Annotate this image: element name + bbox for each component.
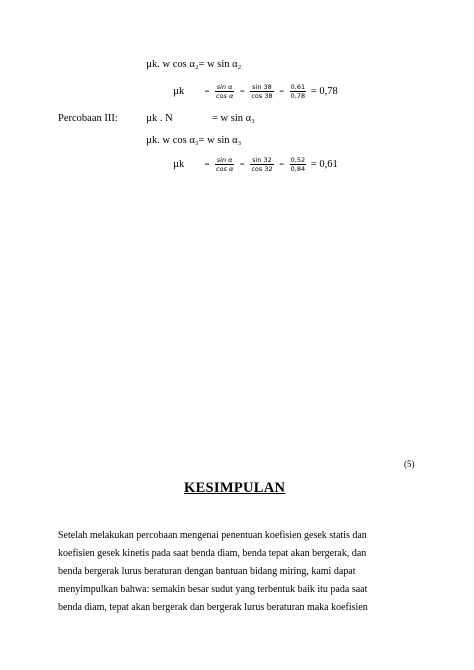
equation-line-alpha2: µk. w cos α₂= w sin α₂ — [146, 59, 242, 70]
equation-line-normal-rhs: = w sin α₃ — [212, 113, 255, 124]
paragraph-line: Setelah melakukan percobaan mengenai penentuan koefisien gesek statis dan — [58, 530, 367, 541]
equation-result-2: µk = $\frac{\text{sin α}}{\text{cos α}}$ = $\frac{\sin 32}{\cos 32}$ = $\frac{0,52}{0,84}$ = 0,61 — [173, 156, 338, 173]
paragraph-line: benda diam, tepat akan bergerak dan bergerak lurus beraturan maka koefisien — [58, 602, 368, 613]
result-value: 0,61 — [319, 159, 338, 170]
fraction-angle: $\frac{\sin 32}{\cos 32}$ — [251, 156, 273, 173]
result-value: 0,78 — [319, 86, 338, 97]
fraction-general: $\frac{\text{sin α}}{\text{cos α}}$ — [215, 83, 234, 100]
section-heading: KESIMPULAN — [184, 480, 286, 496]
equation-result-1: µk = $\frac{\text{sin α}}{\text{cos α}}$ = $\frac{\sin 38}{\cos 38}$ = $\frac{0,61}{0,78}$ = 0,78 — [173, 83, 338, 100]
conclusion-paragraph — [58, 527, 368, 617]
fraction-general: $\frac{\text{sin α}}{\text{cos α}}$ — [215, 156, 234, 173]
mu-k-symbol: µk — [173, 159, 185, 170]
paragraph-line: menyimpulkan bahwa: semakin besar sudut yang terbentuk baik itu pada saat — [58, 584, 368, 595]
percobaan-label: Percobaan III: — [58, 113, 118, 124]
equation-line-normal: µk . N — [146, 113, 173, 124]
page-number: (5) — [404, 459, 415, 469]
fraction-decimal: $\frac{0,61}{0,78}$ — [290, 83, 306, 100]
fraction-angle: $\frac{\sin 38}{\cos 38}$ — [251, 83, 273, 100]
paragraph-line: benda bergerak lurus beraturan dengan bantuan bidang miring, kami dapat — [58, 566, 356, 577]
paragraph-line: koefisien gesek kinetis pada saat benda diam, benda tepat akan bergerak, dan — [58, 548, 367, 559]
fraction-decimal: $\frac{0,52}{0,84}$ — [290, 156, 306, 173]
mu-k-symbol: µk — [173, 86, 185, 97]
equation-line-alpha3: µk. w cos α₃= w sin α₃ — [146, 135, 242, 146]
